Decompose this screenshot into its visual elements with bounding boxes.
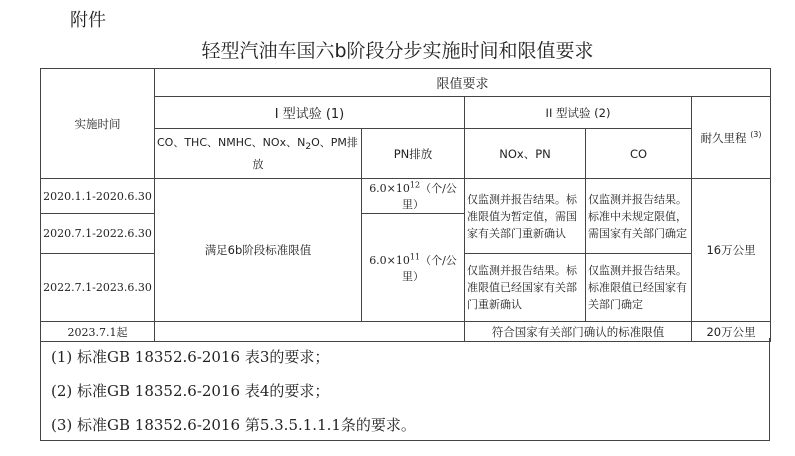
- nox-b-line: 门重新确认: [467, 298, 522, 311]
- pn-limit-cell: [362, 214, 465, 322]
- nox-a-line: 准限值为暂定值，需国: [467, 209, 577, 223]
- date-cell: 2020.7.1-2022.6.30: [41, 214, 155, 254]
- type2-label: II 型试验: [545, 105, 591, 120]
- co-cell: [586, 179, 692, 254]
- co-header: CO: [586, 129, 692, 179]
- co-cell: [586, 254, 692, 322]
- pn-emission-header: PN排放: [362, 129, 465, 179]
- km-20-cell: 20万公里: [692, 322, 771, 342]
- meet-6b-cell: 满足6b阶段标准限值: [155, 179, 362, 322]
- type2-test-header: [465, 97, 692, 129]
- final-type2-cell: 符合国家有关部门确认的标准限值: [465, 322, 692, 342]
- notes-box: [40, 338, 770, 441]
- note-3: (3) 标准GB 18352.6-2016 第5.3.5.1.1.1条的要求。: [51, 416, 416, 434]
- pollutants-text-b: O、PM排: [311, 136, 358, 150]
- document-title: 轻型汽油车国六b阶段分步实施时间和限值要求: [201, 40, 594, 62]
- limit-requirement-header: 限值要求: [155, 69, 771, 97]
- co-a-line: 标准中未规定限值，: [588, 209, 687, 223]
- nox-pn-cell: [465, 254, 586, 322]
- co-a-line: 需国家有关部门确定: [588, 226, 687, 240]
- impl-time-header: 实施时间: [41, 69, 155, 179]
- pn2-base: 6.0×10: [369, 253, 410, 267]
- pn1-exp: 12: [409, 180, 421, 190]
- date-cell: 2023.7.1起: [41, 322, 155, 342]
- nox-b-line: 仅监测并报告结果。标: [467, 264, 577, 277]
- durability-header: [692, 97, 771, 179]
- km-16-cell: 16万公里: [692, 179, 771, 322]
- pollutants-text-a: CO、THC、NMHC、NOx、N: [157, 136, 306, 150]
- co-a-line: 仅监测并报告结果。: [588, 192, 687, 206]
- nox-pn-header: NOx、PN: [465, 129, 586, 179]
- co-b-line: 仅监测并报告结果。: [588, 264, 687, 277]
- date-cell: 2020.1.1-2020.6.30: [41, 179, 155, 214]
- pollutants-header: [155, 129, 362, 179]
- pn2-exp: 11: [409, 251, 421, 261]
- nox-b-line: 准限值已经国家有关部: [467, 281, 577, 294]
- type1-label: I 型试验: [274, 107, 322, 122]
- limits-table: [40, 68, 771, 342]
- attachment-label: 附件: [70, 10, 106, 31]
- pollutants-sub: 2: [305, 141, 312, 153]
- type1-test-header: [155, 97, 465, 129]
- durability-note: (3): [750, 129, 762, 139]
- type2-note: (2): [594, 105, 611, 120]
- note-1: (1) 标准GB 18352.6-2016 表3的要求；: [51, 348, 330, 366]
- type1-note: (1): [325, 107, 345, 122]
- nox-pn-cell: [465, 179, 586, 254]
- pollutants-text-c: 放: [252, 157, 264, 171]
- pn-limit-cell: [362, 179, 465, 214]
- durability-label: 耐久里程: [700, 130, 747, 145]
- nox-a-line: 仅监测并报告结果。标: [467, 192, 577, 206]
- date-cell: 2022.7.1-2023.6.30: [41, 254, 155, 322]
- co-b-line: 关部门确定: [588, 298, 643, 311]
- pn1-base: 6.0×10: [369, 182, 410, 195]
- note-2: (2) 标准GB 18352.6-2016 表4的要求；: [51, 382, 330, 400]
- pn2-unit: （个/公里）: [402, 253, 457, 283]
- pn1-unit: （个/公里）: [402, 182, 457, 211]
- nox-a-line: 家有关部门重新确认: [467, 226, 566, 240]
- co-b-line: 标准限值已经国家有: [588, 281, 687, 294]
